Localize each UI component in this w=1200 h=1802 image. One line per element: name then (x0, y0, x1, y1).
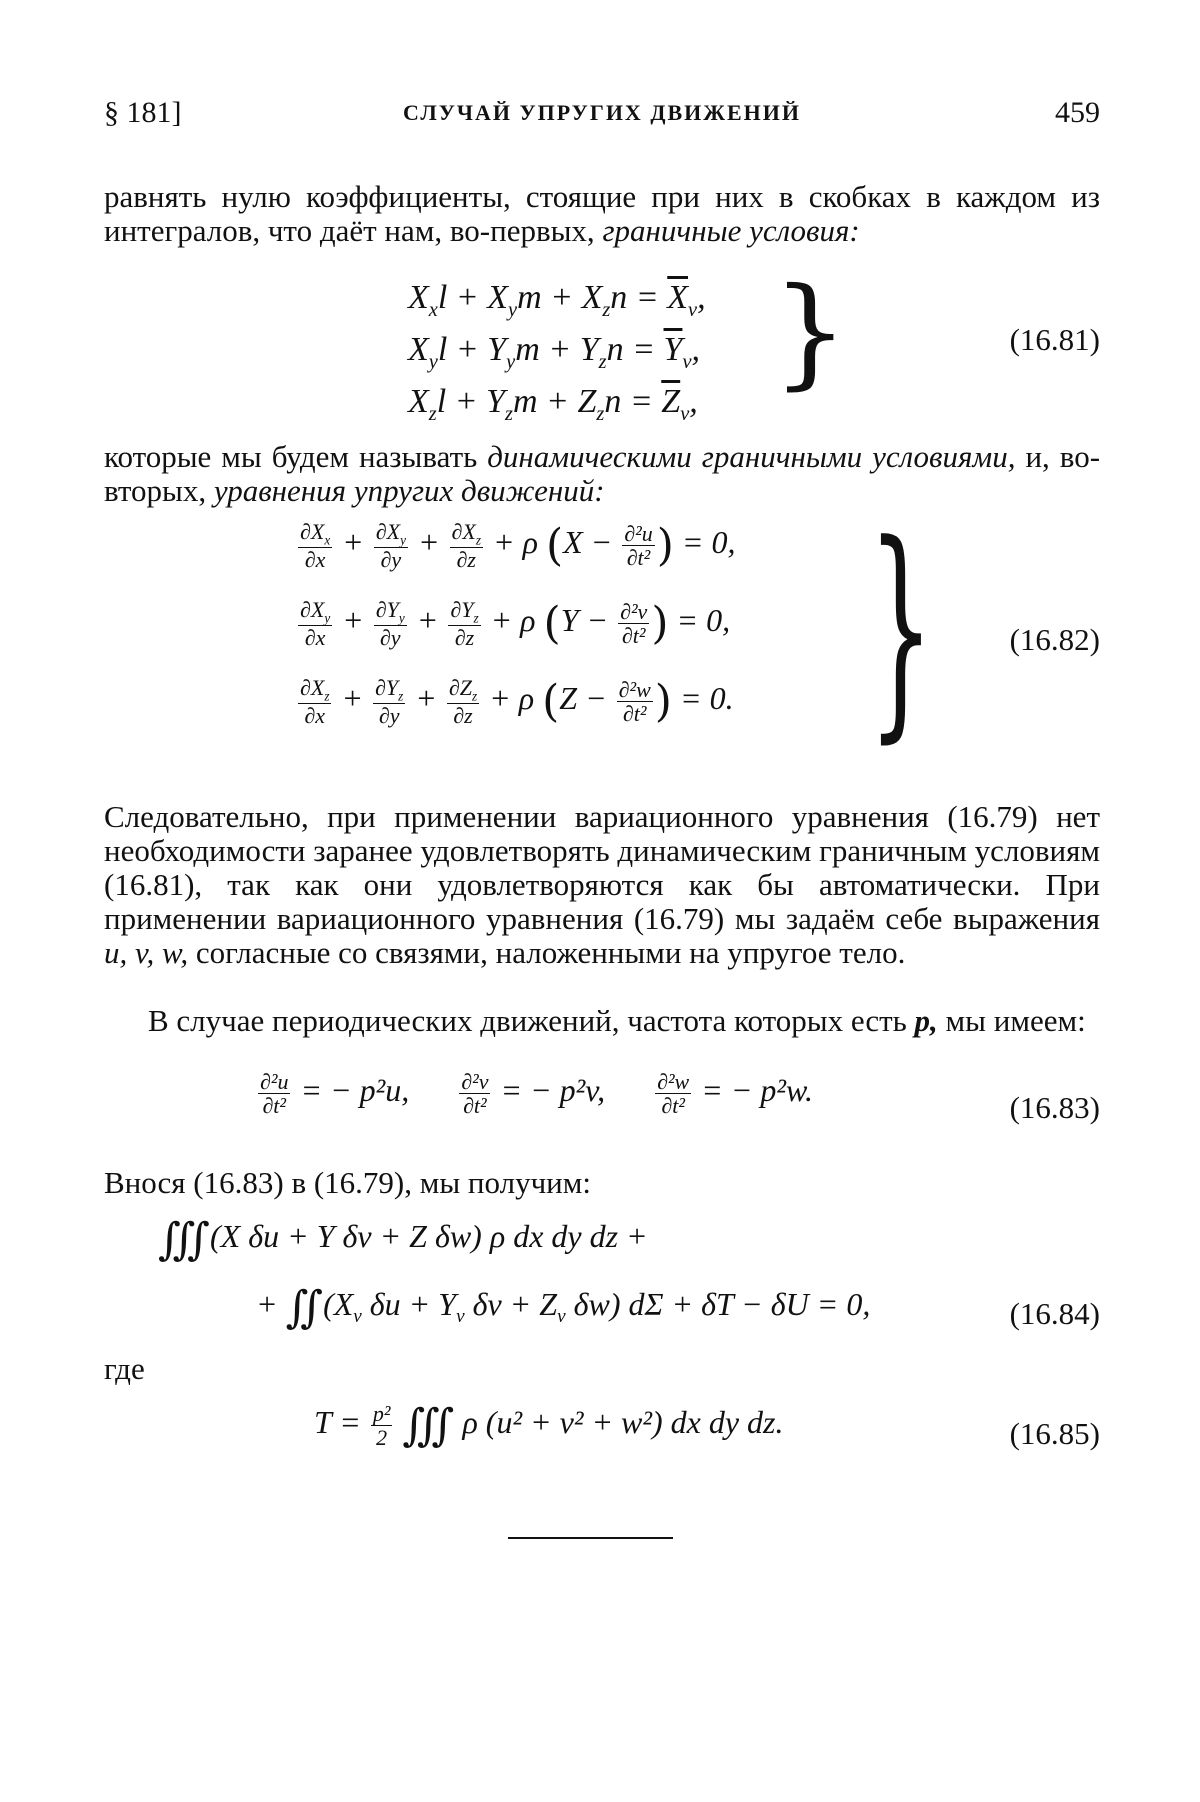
paragraph-5-text: Внося (16.83) в (16.79), мы получим: (104, 1165, 591, 1200)
brace-16-82: } (868, 496, 934, 763)
equation-number-16-85: (16.85) (1009, 1416, 1100, 1451)
paragraph-4-text: В случае периодических движений, частота которых есть (148, 1003, 907, 1038)
where-text: где (104, 1351, 145, 1386)
equation-16-81-lines: $X_xl + X_ym + X_zn = \overline{X}_\nu$, $X_yl + Y_ym + Y_zn = \overline{Y}_\nu$, $X_zl + Y_zm + Z_zn = \overline{Z}_\nu$, (408, 279, 706, 425)
paragraph-5 (104, 1166, 1100, 1200)
equation-number-16-84: (16.84) (1009, 1296, 1100, 1331)
running-header (104, 96, 1100, 136)
page-number: 459 (1055, 96, 1100, 129)
equation-16-85: T = $\frac{\text{p²}}{2}$ ∭ ρ (u² + v² + w²) dx dy dz. (314, 1400, 784, 1451)
paragraph-1-text: равнять нулю коэффициенты, стоящие при них в скобках в каждом из интегралов, что даёт нам, во-первых, (104, 179, 1100, 248)
paragraph-2-text-b: и, во-вторых, (104, 439, 1101, 508)
equation-16-82-row-1: $\frac{\partial X_x}{\partial x}$ + $\frac{\partial X_y}{\partial y}$ + $\frac{\partial X_z}{\partial z}$ + ρ (X − $\frac{\text{∂²u}}{\text{∂t²}}$ ) = 0, (300, 519, 736, 573)
equation-number-16-83: (16.83) (1009, 1090, 1100, 1125)
paragraph-4-end: мы имеем: (945, 1003, 1086, 1038)
paragraph-2-text-a: которые мы будем называть (104, 439, 478, 474)
paragraph-3 (104, 800, 1100, 970)
equation-16-83: $\frac{\text{∂²u}}{\text{∂t²}}$ = − p²u, $\frac{\text{∂²v}}{\text{∂t²}}$ = − p²v, $\frac{\text{∂²w}}{\text{∂t²}}$ = − p²w. (260, 1069, 813, 1119)
end-rule (508, 1537, 673, 1539)
chapter-title: СЛУЧАЙ УПРУГИХ ДВИЖЕНИЙ (403, 100, 801, 125)
equation-16-84-line-1: ∭(X δu + Y δv + Z δw) ρ dx dy dz + (158, 1214, 648, 1265)
equation-number-16-82: (16.82) (1009, 622, 1100, 657)
equation-16-82-row-3: $\frac{\partial X_z}{\partial x}$ + $\frac{\partial Y_z}{\partial y}$ + $\frac{\partial Z_z}{\partial z}$ + ρ (Z − $\frac{\text{∂²w}}{\text{∂t²}}$ ) = 0. (300, 675, 734, 729)
equation-16-84-line-2: + $∬(X_\nu$ $\delta u + Y_\nu$ $\delta v + Z_\nu$ δw) dΣ + δT − δU = 0, (256, 1282, 871, 1333)
equation-number-16-81: (16.81) (1009, 322, 1100, 357)
where-word (104, 1352, 1100, 1386)
paragraph-2-italic-b: уравнения упругих движений: (213, 473, 605, 508)
equation-16-82 (296, 520, 735, 754)
section-marker: § 181] (104, 96, 182, 129)
equation-16-82-row-2: $\frac{\partial X_y}{\partial x}$ + $\frac{\partial Y_y}{\partial y}$ + $\frac{\partial Y_z}{\partial z}$ + ρ (Y − $\frac{\text{∂²v}}{\text{∂t²}}$ ) = 0, (300, 597, 731, 651)
paragraph-3-text: Следовательно, при применении вариационного уравнения (16.79) нет необходимости заранее удовлетворять динамическим граничным условиям (16.81), так как они удовлетворяются как бы автоматически. При применении вариационного уравнения (16.79) мы задаём себе выражения (104, 799, 1101, 936)
paragraph-2 (104, 440, 1100, 508)
paragraph-1-italic: граничные условия: (602, 213, 860, 248)
paragraph-4 (104, 1004, 1100, 1038)
paragraph-2-italic-a: динамическими граничными условиями, (487, 439, 1016, 474)
brace-16-81: } (772, 263, 849, 402)
paragraph-1 (104, 180, 1100, 248)
paragraph-4-variable: p, (914, 1003, 938, 1038)
paragraph-3-end: согласные со связями, наложенными на упругое тело. (195, 935, 906, 970)
paragraph-3-variables: u, v, w, (104, 935, 189, 970)
